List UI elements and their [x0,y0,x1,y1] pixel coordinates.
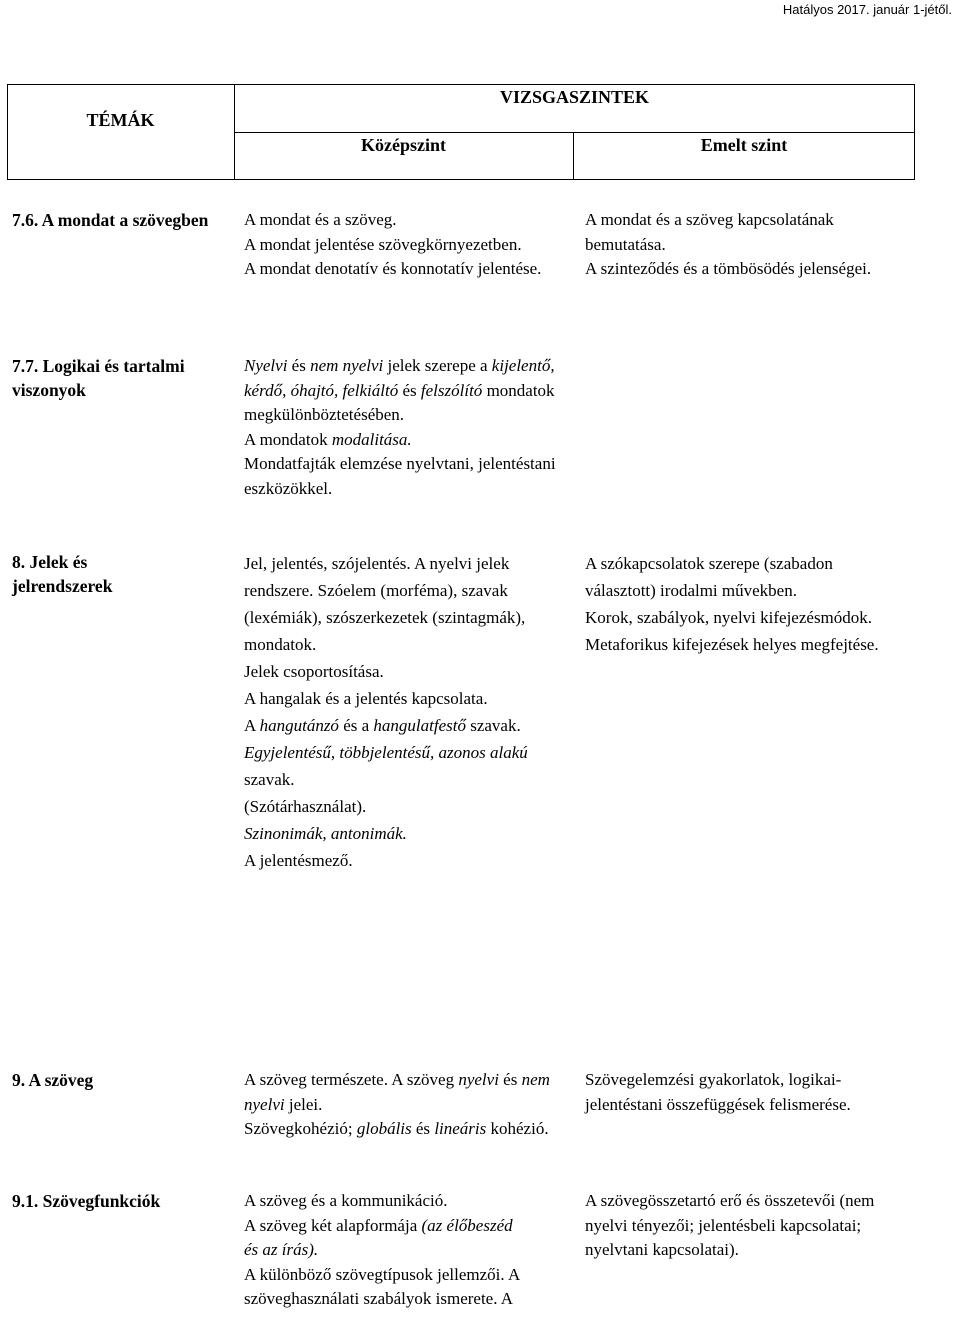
topics-header: TÉMÁK [86,110,155,130]
topic-9-1: 9.1. Szövegfunkciók [12,1191,161,1211]
table-left-border [7,84,8,180]
topic-7-7: 7.7. Logikai és tartalmi viszonyok [12,356,185,400]
exam-levels-header: VIZSGASZINTEK [499,87,650,107]
advanced-level-header: Emelt szint [700,135,788,155]
page-header-note: Hatályos 2017. január 1-jétől. [782,2,952,17]
topic-8: 8. Jelek és jelrendszerek [12,552,113,596]
adv-8: A szókapcsolatok szerepe (szabadon választott) irodalmi művekben. Korok, szabályok, nyelvi kifejezésmódok. Metaforikus kifejezések helyes megfejtése. [585,554,879,654]
mid-level-header: Középszint [361,135,446,155]
table-top-border [7,84,915,85]
mid-7-6: A mondat és a szöveg. A mondat jelentése szövegkörnyezetben. A mondat denotatív és konnotatív jelentése. [244,210,542,278]
levels-divider-horizontal [234,132,915,133]
mid-9: A szöveg természete. A szöveg nyelvi és nem nyelvi jelei. Szövegkohézió; globális és lineáris kohézió. [244,1070,550,1138]
mid-8: Jel, jelentés, szójelentés. A nyelvi jelek rendszere. Szóelem (morféma), szavak (lexémiák), szószerkezetek (szintagmák), mondatok. Jelek csoportosítása. A hangalak és a jelentés kapcsolata. A hangutánzó és a hangulatfestő szavak. Egyjelentésű, többjelentésű, azonos alakú szavak. (Szótárhasználat). Szinonimák, antonimák. A jelentésmező. [244,554,528,870]
adv-7-6: A mondat és a szöveg kapcsolatának bemutatása. A szinteződés és a tömbösödés jelenségei. [585,210,872,278]
header-bottom-border [7,179,915,180]
adv-9: Szövegelemzési gyakorlatok, logikai- jelentéstani összefüggések felismerése. [585,1070,851,1114]
mid-7-7: Nyelvi és nem nyelvi jelek szerepe a kijelentő, kérdő, óhajtó, felkiáltó és felszólító mondatok megkülönböztetésében. A mondatok modalitása. Mondatfajták elemzése nyelvtani, jelentéstani eszközökkel. [244,356,556,498]
topic-9: 9. A szöveg [12,1070,94,1090]
adv-9-1: A szövegösszetartó erő és összetevői (nem nyelvi tényezői; jelentésbeli kapcsolatai; nyelvtani kapcsolatai). [585,1191,875,1259]
topic-7-6: 7.6. A mondat a szövegben [12,210,209,230]
mid-9-1: A szöveg és a kommunikáció. A szöveg két alapformája (az élőbeszéd és az írás). A különböző szövegtípusok jellemzői. A szöveghasználati szabályok ismerete. A [244,1191,520,1308]
